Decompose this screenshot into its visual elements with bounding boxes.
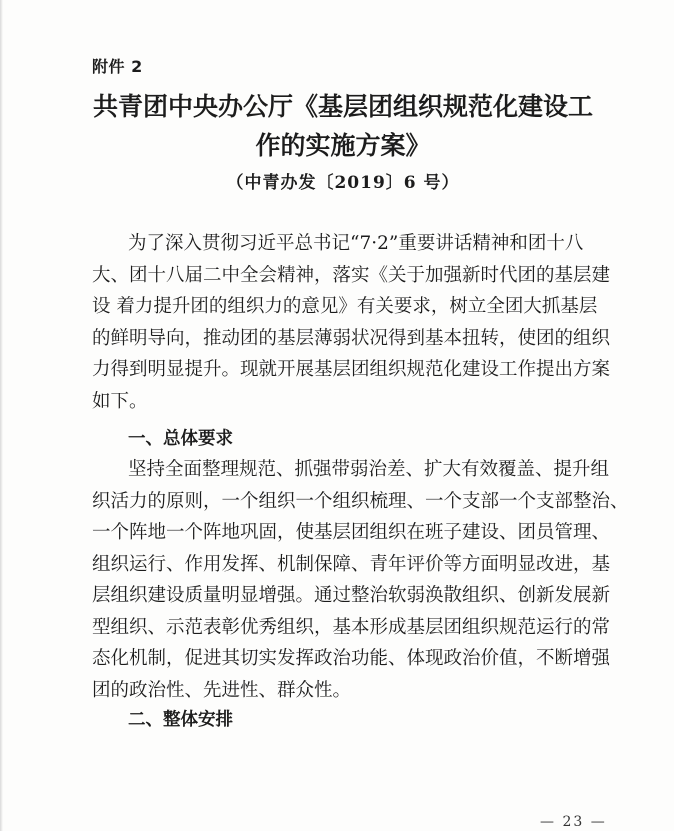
intro-line: 如下。 — [92, 390, 148, 412]
document-number: （中青办发〔2019〕6 号） — [226, 173, 460, 193]
document-title-line-2: 作的实施方案》 — [255, 131, 431, 160]
intro-line: 的鲜明导向，推动团的基层薄弱状况得到基本扭转，使团的组织 — [92, 327, 611, 349]
section-1-line: 态化机制，促进其切实发挥政治功能、体现政治价值，不断增强 — [92, 648, 611, 669]
intro-line: 大、团十八届二中全会精神，落实《关于加强新时代团的基层建 — [92, 264, 611, 286]
attachment-label: 附件 2 — [92, 57, 143, 76]
section-1-line: 组织运行、作用发挥、机制保障、青年评价等方面明显改进，基 — [92, 553, 611, 575]
section-1-line: 层组织建设质量明显增强。通过整治软弱涣散组织、创新发展新 — [92, 585, 611, 606]
section-1-heading: 一、总体要求 — [128, 429, 233, 449]
section-1-line: 团的政治性、先进性、群众性。 — [92, 679, 352, 701]
section-1-paragraph — [92, 454, 629, 706]
intro-line: 设 着力提升团的组织力的意见》有关要求，树立全团大抓基层 — [92, 296, 598, 317]
section-1-line: 织活力的原则，一个组织一个组织梳理、一个支部一个支部整治、 — [92, 490, 629, 512]
intro-paragraph — [92, 228, 611, 417]
document-title-line-1: 共青团中央办公厅《基层团组织规范化建设工 — [92, 92, 593, 121]
section-1-line: 型组织、示范表彰优秀组织，基本形成基层团组织规范运行的常 — [92, 616, 611, 638]
intro-line: 力得到明显提升。现就开展基层团组织规范化建设工作提出方案 — [92, 359, 611, 380]
page-number: — 23 — — [540, 814, 607, 830]
section-2-heading: 二、整体安排 — [128, 710, 233, 730]
intro-line: 为了深入贯彻习近平总书记“7·2”重要讲话精神和团十八 — [128, 233, 584, 254]
page-edge-shadow — [0, 0, 3, 831]
section-1-line: 坚持全面整理规范、抓强带弱治差、扩大有效覆盖、提升组 — [128, 459, 610, 480]
section-1-line: 一个阵地一个阵地巩固，使基层团组织在班子建设、团员管理、 — [92, 522, 611, 543]
